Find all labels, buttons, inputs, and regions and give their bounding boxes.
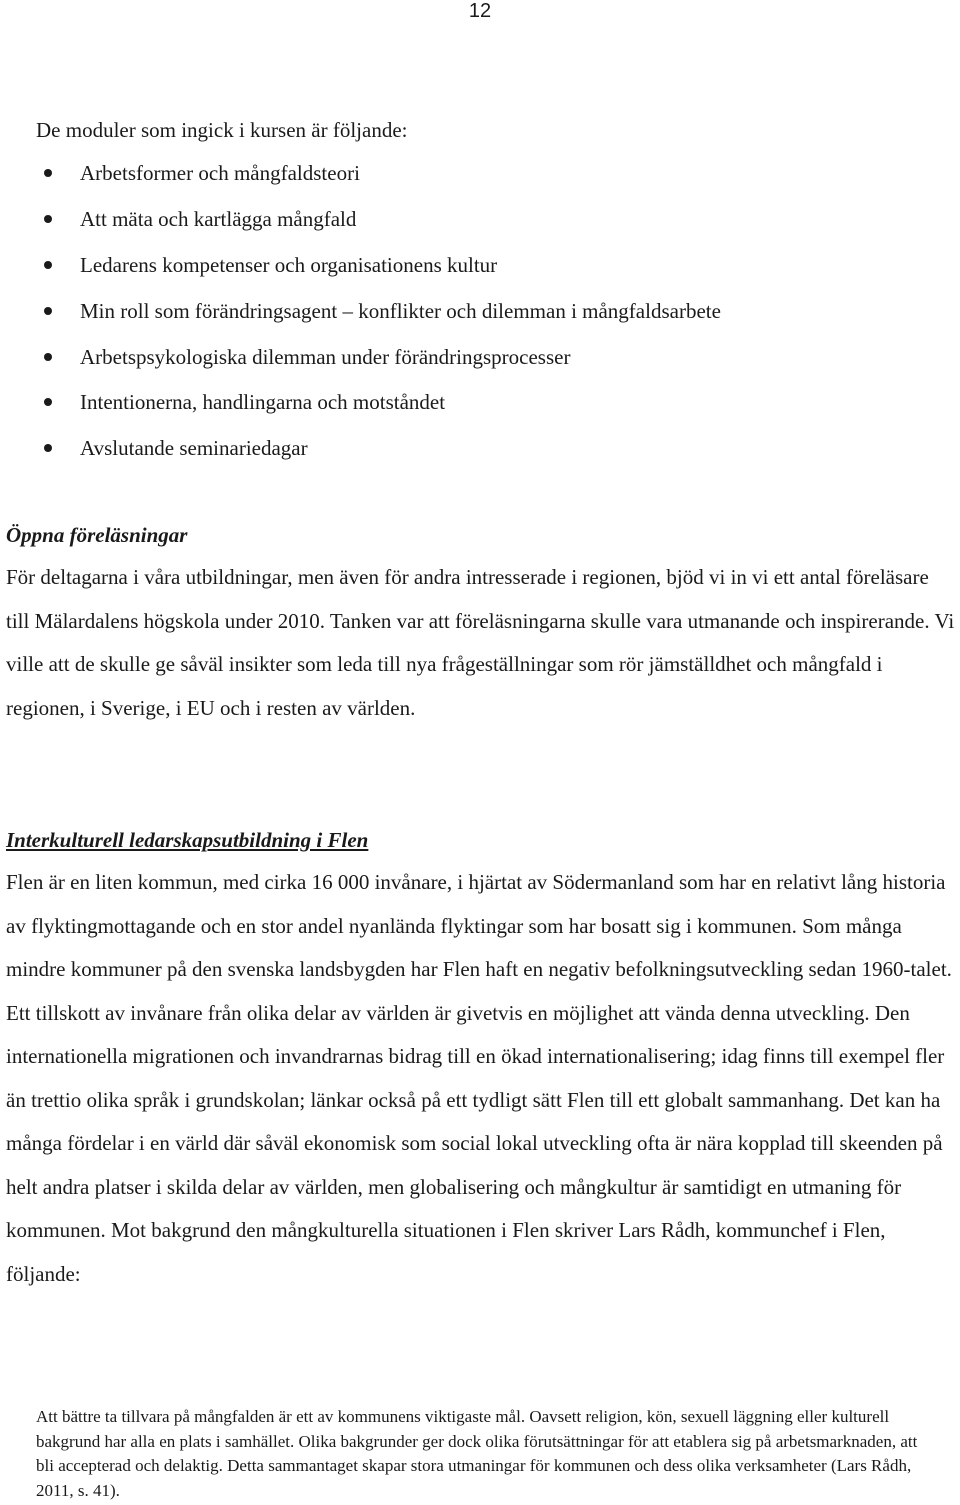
list-item: Intentionerna, handlingarna och motståndet xyxy=(36,386,936,432)
section-heading-open-lectures: Öppna föreläsningar xyxy=(6,523,188,547)
paragraph-flen: Flen är en liten kommun, med cirka 16 000 invånare, i hjärtat av Södermanland som har en relativt lång historia av flyktingmottagande och en stor andel nyanlända flyktingar som har bosatt sig i kommunen. Som många mindre kommuner på den svenska landsbygden har Flen haft en negativ befolkningsutveckling sedan 1960-talet. Ett tillskott av invånare från olika delar av världen är givetvis en möjlighet att vända denna utveckling. Den internationella migrationen och invandrarnas bidrag till en ökad internationalisering; idag finns till exempel fler än trettio olika språk i grundskolan; länkar också på ett tydligt sätt Flen till ett globalt sammanhang. Det kan ha många fördelar i en värld där såväl ekonomisk som social lokal utveckling ofta är nära kopplad till skeenden på helt andra platser i skilda delar av världen, men globalisering och mångkultur är samtidigt en utmaning för kommunen. Mot bakgrund den mångkulturella situationen i Flen skriver Lars Rådh, kommunchef i Flen, följande: xyxy=(6,870,952,1286)
module-list xyxy=(36,157,936,478)
quote-block: Att bättre ta tillvara på mångfalden är ett av kommunens viktigaste mål. Oavsett religion, kön, sexuell läggning eller kulturell bakgrund har alla en plats i samhället. Olika bakgrunder ger dock olika förutsättningar för att etablera sig på arbetsmarknaden, att bli accepterad och delaktig. Detta sammantaget skapar stora utmaningar för kommunen och dess olika verksamheter (Lars Rådh, 2011, s. 41). xyxy=(36,1407,918,1500)
modules-intro: De moduler som ingick i kursen är följande: xyxy=(36,118,408,142)
list-item: Arbetsformer och mångfaldsteori xyxy=(36,157,936,203)
list-item: Att mäta och kartlägga mångfald xyxy=(36,203,936,249)
paragraph-open-lectures: För deltagarna i våra utbildningar, men även för andra intresserade i regionen, bjöd vi in vi ett antal föreläsare till Mälardalens högskola under 2010. Tanken var att föreläsningarna skulle vara utmanande och inspirerande. Vi ville att de skulle ge såväl insikter som leda till nya frågeställningar som rör jämställdhet och mångfald i regionen, i Sverige, i EU och i resten av världen. xyxy=(6,565,955,720)
section-heading-flen: Interkulturell ledarskapsutbildning i Flen xyxy=(6,828,369,852)
list-item: Arbetspsykologiska dilemman under förändringsprocesser xyxy=(36,341,936,387)
list-item: Avslutande seminariedagar xyxy=(36,432,936,478)
list-item: Min roll som förändringsagent – konflikter och dilemman i mångfaldsarbete xyxy=(36,295,936,341)
list-item: Ledarens kompetenser och organisationens kultur xyxy=(36,249,936,295)
page-number: 12 xyxy=(468,0,492,22)
